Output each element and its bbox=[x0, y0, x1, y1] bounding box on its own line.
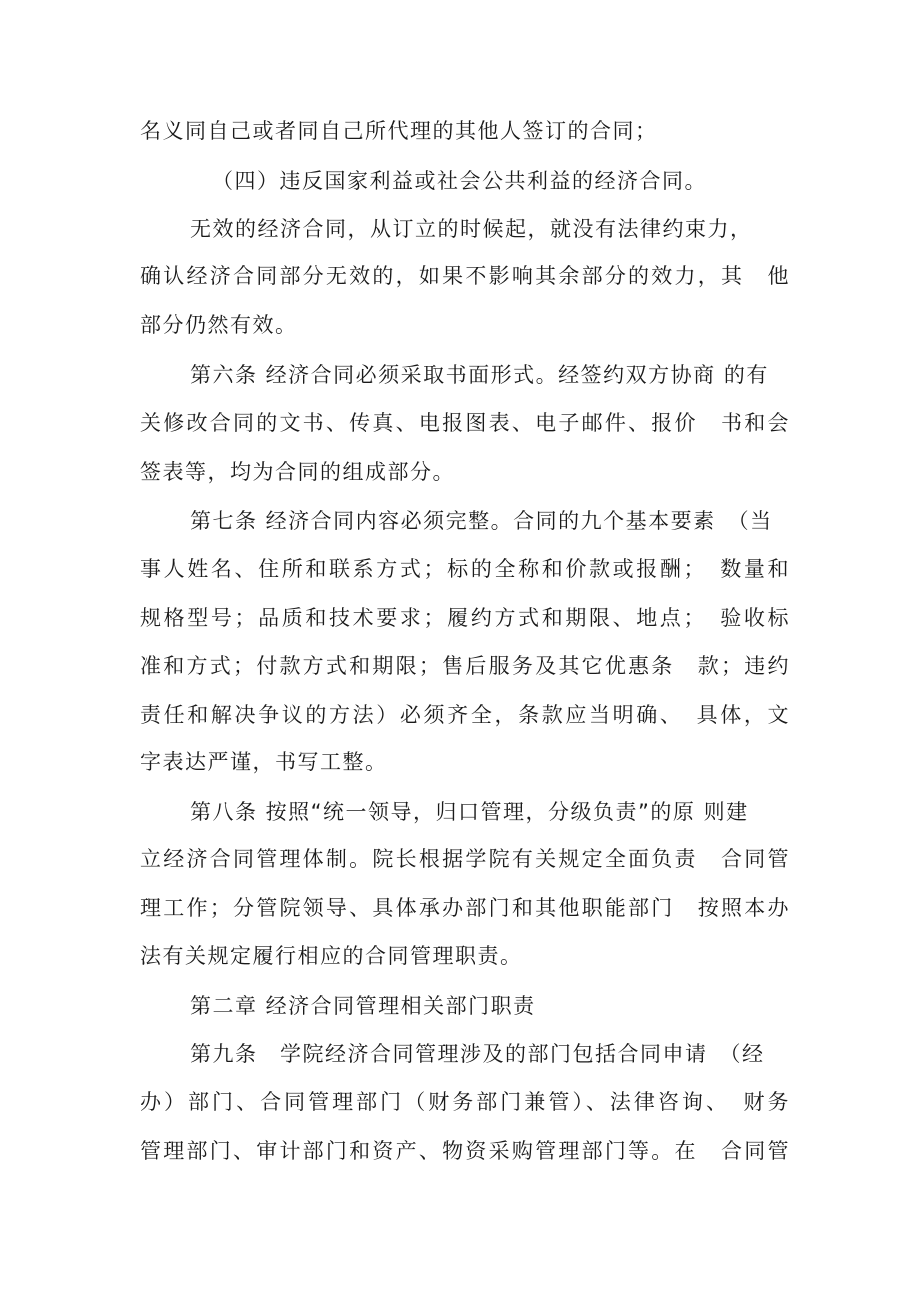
text-line: 第六条 经济合同必须采取书面形式。经签约双方协商 的有 bbox=[190, 363, 769, 387]
text-line: 第七条 经济合同内容必须完整。合同的九个基本要素 （当 bbox=[190, 509, 773, 533]
text-line: 管理部门、审计部门和资产、物资采购管理部门等。在 合同管 bbox=[140, 1139, 790, 1163]
text-line: 立经济合同管理体制。院长根据学院有关规定全面负责 合同管 bbox=[140, 847, 790, 871]
text-line: 名义同自己或者同自己所代理的其他人签订的合同； bbox=[140, 119, 658, 143]
text-line: 第九条 学院经济合同管理涉及的部门包括合同申请 （经 bbox=[190, 1042, 765, 1066]
text-line: 准和方式；付款方式和期限；售后服务及其它优惠条 款；违约 bbox=[140, 654, 790, 678]
text-line: 确认经济合同部分无效的，如果不影响其余部分的效力，其 他 bbox=[140, 264, 790, 288]
text-line: 签表等，均为合同的组成部分。 bbox=[140, 460, 455, 484]
text-line: 办）部门、合同管理部门（财务部门兼管）、法律咨询、 财务 bbox=[140, 1090, 790, 1114]
text-line: 关修改合同的文书、传真、电报图表、电子邮件、报价 书和会 bbox=[140, 411, 790, 435]
text-line: 责任和解决争议的方法）必须齐全，条款应当明确、 具体，文 bbox=[140, 703, 790, 727]
text-line: 字表达严谨，书写工整。 bbox=[140, 750, 388, 774]
text-line: 部分仍然有效。 bbox=[140, 313, 298, 337]
text-line: 无效的经济合同，从订立的时候起，就没有法律约束力， bbox=[190, 217, 753, 241]
text-line: （四）违反国家利益或社会公共利益的经济合同。 bbox=[212, 169, 707, 193]
chapter-heading: 第二章 经济合同管理相关部门职责 bbox=[190, 994, 536, 1018]
text-line: 法有关规定履行相应的合同管理职责。 bbox=[140, 944, 523, 968]
text-line: 第八条 按照“统一领导，归口管理，分级负责”的原 则建 bbox=[190, 800, 749, 824]
text-line: 规格型号；品质和技术要求；履约方式和期限、地点； 验收标 bbox=[140, 606, 790, 630]
text-line: 事人姓名、住所和联系方式；标的全称和价款或报酬； 数量和 bbox=[140, 557, 790, 581]
text-line: 理工作；分管院领导、具体承办部门和其他职能部门 按照本办 bbox=[140, 896, 790, 920]
